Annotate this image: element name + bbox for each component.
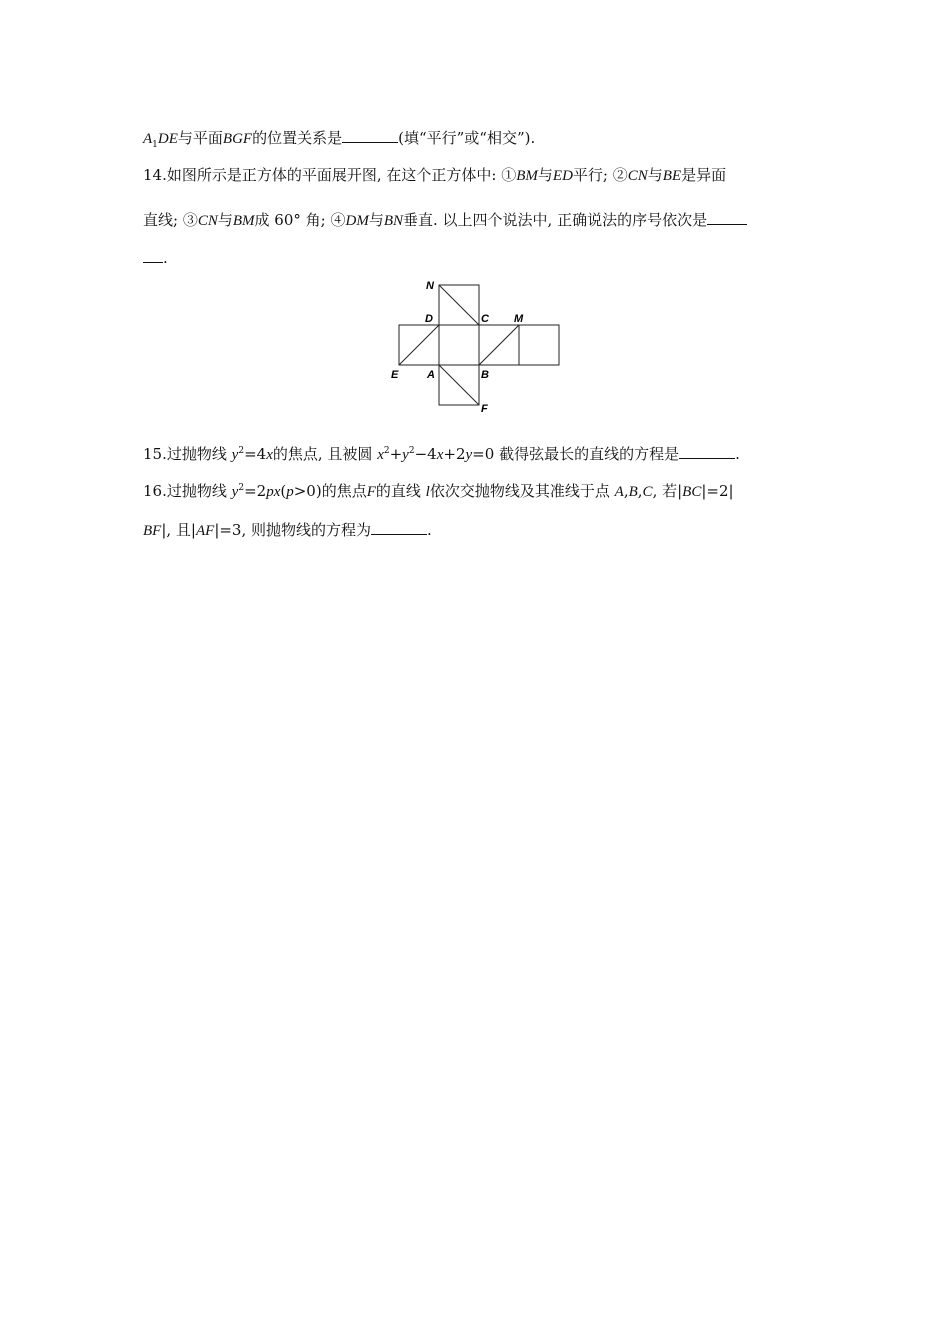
answer-blank[interactable] — [679, 444, 735, 459]
label-D: D — [425, 313, 433, 325]
label-E: E — [391, 369, 399, 381]
diagonal-AF — [439, 365, 479, 405]
answer-blank[interactable] — [371, 520, 427, 535]
diagonal-NC — [439, 285, 479, 325]
answer-blank[interactable] — [143, 248, 163, 263]
net-square-right2 — [519, 325, 559, 365]
label-F: F — [481, 403, 488, 415]
diagonal-BM — [479, 325, 519, 365]
label-N: N — [426, 280, 434, 292]
q16-line1: 16.过抛物线 $y^2=2px(p>0)$的焦点F的直线 l依次交抛物线及其准线于点 A,B,C, 若|BC|=2| — [143, 482, 734, 500]
label-C: C — [481, 313, 489, 325]
q15: 15.过抛物线 $y^2=4x$的焦点, 且被圆 $x^2+y^2-4x+2y=0$ 截得弦最长的直线的方程是 . — [143, 445, 740, 463]
q14-line2: 直线; ③CN与BM成 60° 角; ④DM与BN垂直. 以上四个说法中, 正确说法的序号依次是 — [143, 210, 747, 231]
q13-tail: $A_1DE$与平面BGF的位置关系是 (填“平行”或“相交”). — [143, 129, 536, 150]
q16-line2: BF|, 且|AF|=3, 则抛物线的方程为 . — [143, 521, 432, 539]
answer-blank[interactable] — [707, 210, 747, 225]
label-B: B — [481, 369, 489, 381]
label-M: M — [514, 313, 524, 325]
diagonal-ED — [399, 325, 439, 365]
q14-line3: . — [143, 248, 168, 268]
net-square-center — [439, 325, 479, 365]
answer-blank[interactable] — [342, 128, 398, 143]
cube-net-figure — [380, 278, 580, 418]
label-A: A — [427, 369, 435, 381]
q14-line1: 14.如图所示是正方体的平面展开图, 在这个正方体中: ①BM与ED平行; ②CN与BE是异面 — [143, 166, 727, 184]
